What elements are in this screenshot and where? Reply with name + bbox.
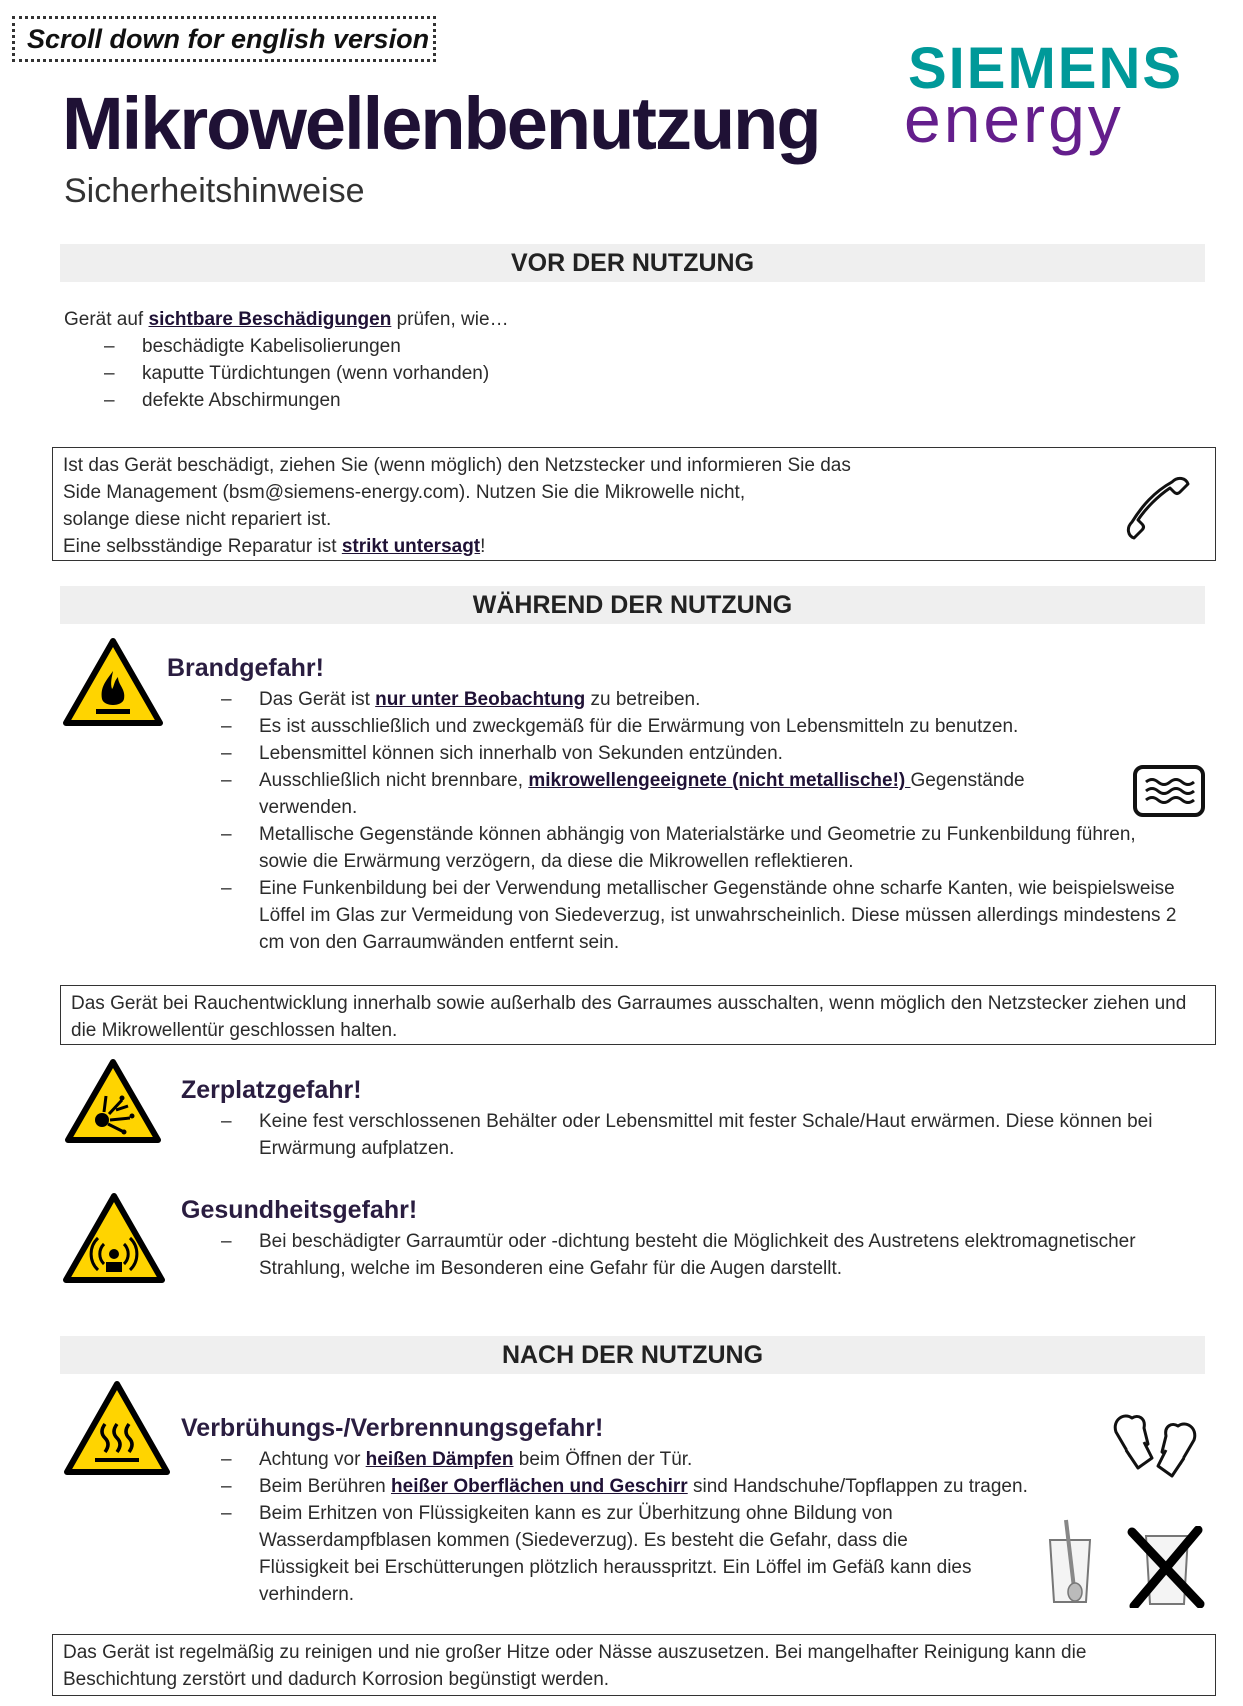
page-subtitle: Sicherheitshinweise [64, 172, 365, 210]
burn-item-emphasis: heißer Oberflächen und Geschirr [391, 1476, 688, 1497]
fire-hazard-list [259, 686, 1189, 956]
page-title: Mikrowellenbenutzung [62, 82, 820, 165]
logo-siemens: SIEMENS [908, 36, 1184, 101]
list-item: – Metallische Gegenstände können abhängig von Materialstärke und Geometrie zu Funkenbildung führen, sowie die Erwärmung verzögern, da diese die Mikrowellen reflektieren. [259, 821, 1189, 875]
fire-item-prefix: Ausschließlich nicht brennbare, [259, 770, 529, 791]
explosion-hazard-icon [64, 1058, 162, 1144]
before-intro-prefix: Gerät auf [64, 309, 149, 330]
list-item [259, 767, 1089, 821]
repair-notice-prefix: Eine selbsständige Reparatur ist [63, 536, 342, 557]
smoke-notice-text: Das Gerät bei Rauchentwicklung innerhalb sowie außerhalb des Garraumes ausschalten, wenn möglich den Netzstecker ziehen und die Mikrowellentür geschlossen halten. [71, 993, 1187, 1041]
before-intro [64, 306, 1164, 333]
damage-notice-line: Ist das Gerät beschädigt, ziehen Sie (wenn möglich) den Netzstecker und informieren Sie das [63, 455, 851, 476]
section-heading-during: WÄHREND DER NUTZUNG [60, 586, 1205, 624]
list-item: – Eine Funkenbildung bei der Verwendung metallischer Gegenstände ohne scharfe Kanten, wie beispielsweise Löffel im Glas zur Vermeidung von Siedeverzug, ist unwahrscheinlich. Diese müssen allerdings mindestens 2 cm von den Garraumwänden entfernt sein. [259, 875, 1189, 956]
list-item [259, 686, 1189, 713]
list-item: – Keine fest verschlossenen Behälter oder Lebensmittel mit fester Schale/Haut erwärmen. Diese können bei Erwärmung aufplatzen. [259, 1108, 1199, 1162]
damage-notice-box [52, 447, 1216, 561]
list-item: – defekte Abschirmungen [64, 387, 1064, 414]
before-intro-suffix: prüfen, wie… [391, 309, 509, 330]
damage-notice-line [63, 533, 1205, 560]
cleaning-notice-box [52, 1634, 1216, 1696]
microwave-icon [1132, 764, 1206, 818]
damage-notice-line: solange diese nicht repariert ist. [63, 509, 332, 530]
damage-notice-line: Side Management (bsm@siemens-energy.com). Nutzen Sie die Mikrowelle nicht, [63, 482, 746, 503]
fire-item-emphasis: nur unter Beobachtung [375, 689, 586, 710]
list-item: – Bei beschädigter Garraumtür oder -dichtung besteht die Möglichkeit des Austretens elektromagnetischer Strahlung, welche im Besonderen eine Gefahr für die Augen darstellt. [259, 1228, 1169, 1282]
oven-gloves-icon [1108, 1410, 1202, 1490]
radiation-hazard-icon [62, 1192, 166, 1284]
burn-item-suffix: sind Handschuhe/Topflappen zu tragen. [687, 1476, 1028, 1497]
burn-item-emphasis: heißen Dämpfen [365, 1449, 514, 1470]
fire-item-emphasis: mikrowellengeeignete (nicht metallische!) [528, 770, 911, 791]
repair-prohibited-emphasis: strikt untersagt [341, 536, 481, 557]
cleaning-notice-text: Das Gerät ist regelmäßig zu reinigen und nie großer Hitze oder Nässe auszusetzen. Bei mangelhafter Reinigung kann die Beschichtung zerstört und dadurch Korrosion begünstigt werden. [63, 1642, 1087, 1690]
logo-energy: energy [904, 82, 1124, 156]
burst-hazard-list [259, 1108, 1199, 1162]
fire-item-suffix: zu betreiben. [585, 689, 701, 710]
glass-with-spoon-icon [1042, 1518, 1098, 1608]
list-item: – Beim Erhitzen von Flüssigkeiten kann es zur Überhitzung ohne Bildung von Wasserdampfblasen kommen (Siedeverzug). Es besteht die Gefahr, dass die Flüssigkeit bei Erschütterungen plötzlich herausspritzt. Ein Löffel im Gefäß kann dies verhindern. [259, 1500, 994, 1608]
smoke-notice-box [60, 985, 1216, 1045]
fire-item-prefix: Das Gerät ist [259, 689, 376, 710]
list-item: – beschädigte Kabelisolierungen [64, 333, 1064, 360]
list-item: – kaputte Türdichtungen (wenn vorhanden) [64, 360, 1064, 387]
list-item [259, 1446, 1129, 1473]
fire-hazard-icon [62, 637, 164, 727]
burst-hazard-title: Zerplatzgefahr! [181, 1076, 362, 1104]
burn-hazard-list [259, 1446, 1129, 1608]
before-damage-list [64, 333, 1064, 414]
burn-hazard-title: Verbrühungs-/Verbrennungsgefahr! [181, 1414, 604, 1442]
health-hazard-title: Gesundheitsgefahr! [181, 1196, 418, 1224]
fire-hazard-title: Brandgefahr! [167, 654, 324, 682]
burn-item-suffix: beim Öffnen der Tür. [513, 1449, 693, 1470]
list-item: – Es ist ausschließlich und zweckgemäß für die Erwärmung von Lebensmitteln zu benutzen. [259, 713, 1189, 740]
scroll-down-note: Scroll down for english version [12, 16, 436, 62]
fire-item-suffix: Gegenstände verwenden. [259, 770, 1025, 818]
repair-notice-suffix: ! [480, 536, 486, 557]
section-heading-after: NACH DER NUTZUNG [60, 1336, 1205, 1374]
hot-surface-hazard-icon [63, 1380, 171, 1476]
section-heading-before: VOR DER NUTZUNG [60, 244, 1205, 282]
burn-item-prefix: Achtung vor [259, 1449, 366, 1470]
phone-icon [1122, 470, 1200, 546]
burn-item-prefix: Beim Berühren [259, 1476, 392, 1497]
health-hazard-list [259, 1228, 1169, 1282]
glass-without-spoon-crossed-icon [1126, 1526, 1206, 1608]
before-intro-emphasis: sichtbare Beschädigungen [148, 309, 392, 330]
list-item: – Lebensmittel können sich innerhalb von Sekunden entzünden. [259, 740, 1189, 767]
list-item [259, 1473, 1129, 1500]
